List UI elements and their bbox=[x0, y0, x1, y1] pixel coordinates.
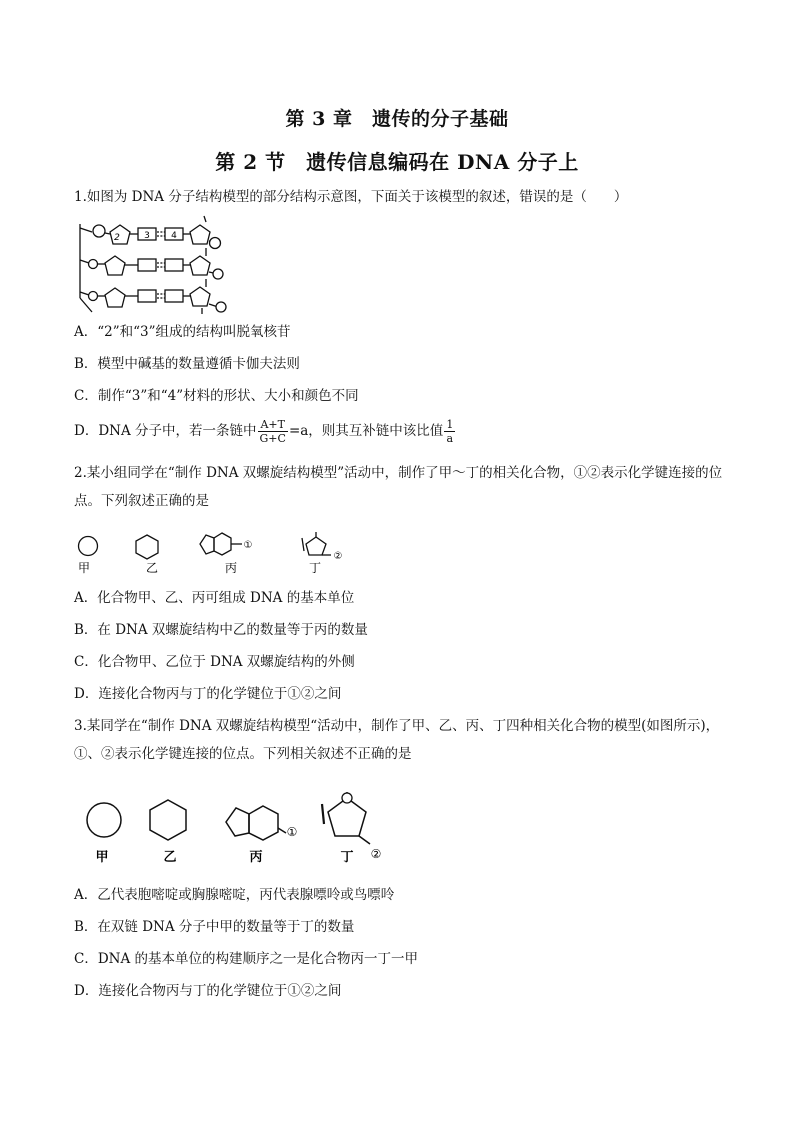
question-3-stem: 3.某同学在“制作 DNA 双螺旋结构模型“活动中，制作了甲、乙、丙、丁四种相关化合物的模型(如图所示)，①、②表示化学键连接的位点。下列相关叙述不正确的是 bbox=[74, 718, 720, 762]
q3-option-d: D．连接化合物丙与丁的化学键位于①②之间 bbox=[74, 983, 342, 999]
fraction-denominator: a bbox=[446, 432, 454, 445]
compound-ding-pentagon bbox=[328, 798, 366, 836]
section-title: 第 2 节 遗传信息编码在 DNA 分子上 bbox=[215, 150, 579, 174]
label-2-circled: ② bbox=[333, 551, 343, 562]
compound-jia-circle bbox=[79, 537, 98, 556]
question-2-stem: 2.某小组同学在“制作 DNA 双螺旋结构模型”活动中，制作了甲～丁的相关化合物，①②表示化学键连接的位点。下列叙述正确的是 bbox=[74, 465, 723, 509]
deoxyribose-pentagon bbox=[110, 225, 130, 244]
q1-option-d-mid: =a，则其互补链中该比值 bbox=[288, 423, 444, 439]
fraction-numerator: A+T bbox=[258, 418, 288, 432]
fraction-one-over-a bbox=[444, 418, 455, 445]
label-ding: 丁 bbox=[340, 850, 354, 865]
label-ding: 丁 bbox=[308, 561, 322, 575]
label-bing: 丙 bbox=[249, 850, 263, 865]
label-1-circled: ① bbox=[286, 825, 298, 839]
compound-models-small bbox=[72, 526, 362, 576]
label-bing: 丙 bbox=[224, 561, 238, 575]
q2-option-c: C．化合物甲、乙位于 DNA 双螺旋结构的外侧 bbox=[74, 654, 355, 670]
fraction-at-over-gc bbox=[258, 418, 288, 445]
compound-yi-hexagon bbox=[150, 800, 186, 840]
phosphate-circle bbox=[93, 225, 105, 237]
q3-option-a: A．乙代表胞嘧啶或胸腺嘧啶，丙代表腺嘌呤或鸟嘌呤 bbox=[74, 887, 395, 903]
chapter-title: 第 3 章 遗传的分子基础 bbox=[285, 108, 509, 130]
label-jia: 甲 bbox=[95, 850, 109, 865]
label-1-circled: ① bbox=[243, 540, 253, 551]
q2-option-a: A．化合物甲、乙、丙可组成 DNA 的基本单位 bbox=[74, 590, 355, 606]
q1-option-a: A．“2”和“3”组成的结构叫脱氧核苷 bbox=[74, 324, 291, 340]
label-jia: 甲 bbox=[77, 561, 91, 575]
q2-option-d: D．连接化合物丙与丁的化学键位于①②之间 bbox=[74, 686, 342, 702]
figure-label-2: 2 bbox=[114, 233, 120, 243]
dna-structure-diagram bbox=[72, 212, 232, 316]
fraction-denominator: G+C bbox=[259, 432, 286, 445]
q2-option-b: B．在 DNA 双螺旋结构中乙的数量等于丙的数量 bbox=[74, 622, 368, 638]
label-yi: 乙 bbox=[145, 561, 159, 575]
q1-option-c: C．制作“3”和“4”材料的形状、大小和颜色不同 bbox=[74, 388, 359, 404]
question-1-stem: 1.如图为 DNA 分子结构模型的部分结构示意图，下面关于该模型的叙述，错误的是（ ） bbox=[74, 189, 628, 205]
compound-yi-hexagon bbox=[136, 535, 158, 559]
q1-option-d bbox=[74, 416, 456, 446]
label-yi: 乙 bbox=[163, 850, 177, 865]
q1-option-b: B．模型中碱基的数量遵循卡伽夫法则 bbox=[74, 356, 300, 372]
compound-jia-circle bbox=[87, 803, 121, 837]
q3-option-b: B．在双链 DNA 分子中甲的数量等于丁的数量 bbox=[74, 919, 355, 935]
compound-bing-purine bbox=[214, 533, 231, 555]
figure-label-4: 4 bbox=[171, 231, 177, 241]
figure-label-3: 3 bbox=[144, 231, 150, 241]
label-2-circled: ② bbox=[370, 847, 382, 861]
compound-models-large bbox=[72, 788, 392, 868]
fraction-numerator: 1 bbox=[446, 418, 454, 431]
q1-option-d-prefix: D．DNA 分子中，若一条链中 bbox=[74, 423, 257, 439]
q3-option-c: C．DNA 的基本单位的构建顺序之一是化合物丙一丁一甲 bbox=[74, 951, 419, 967]
compound-ding-pentagon bbox=[306, 537, 326, 555]
compound-bing-purine bbox=[249, 806, 278, 840]
